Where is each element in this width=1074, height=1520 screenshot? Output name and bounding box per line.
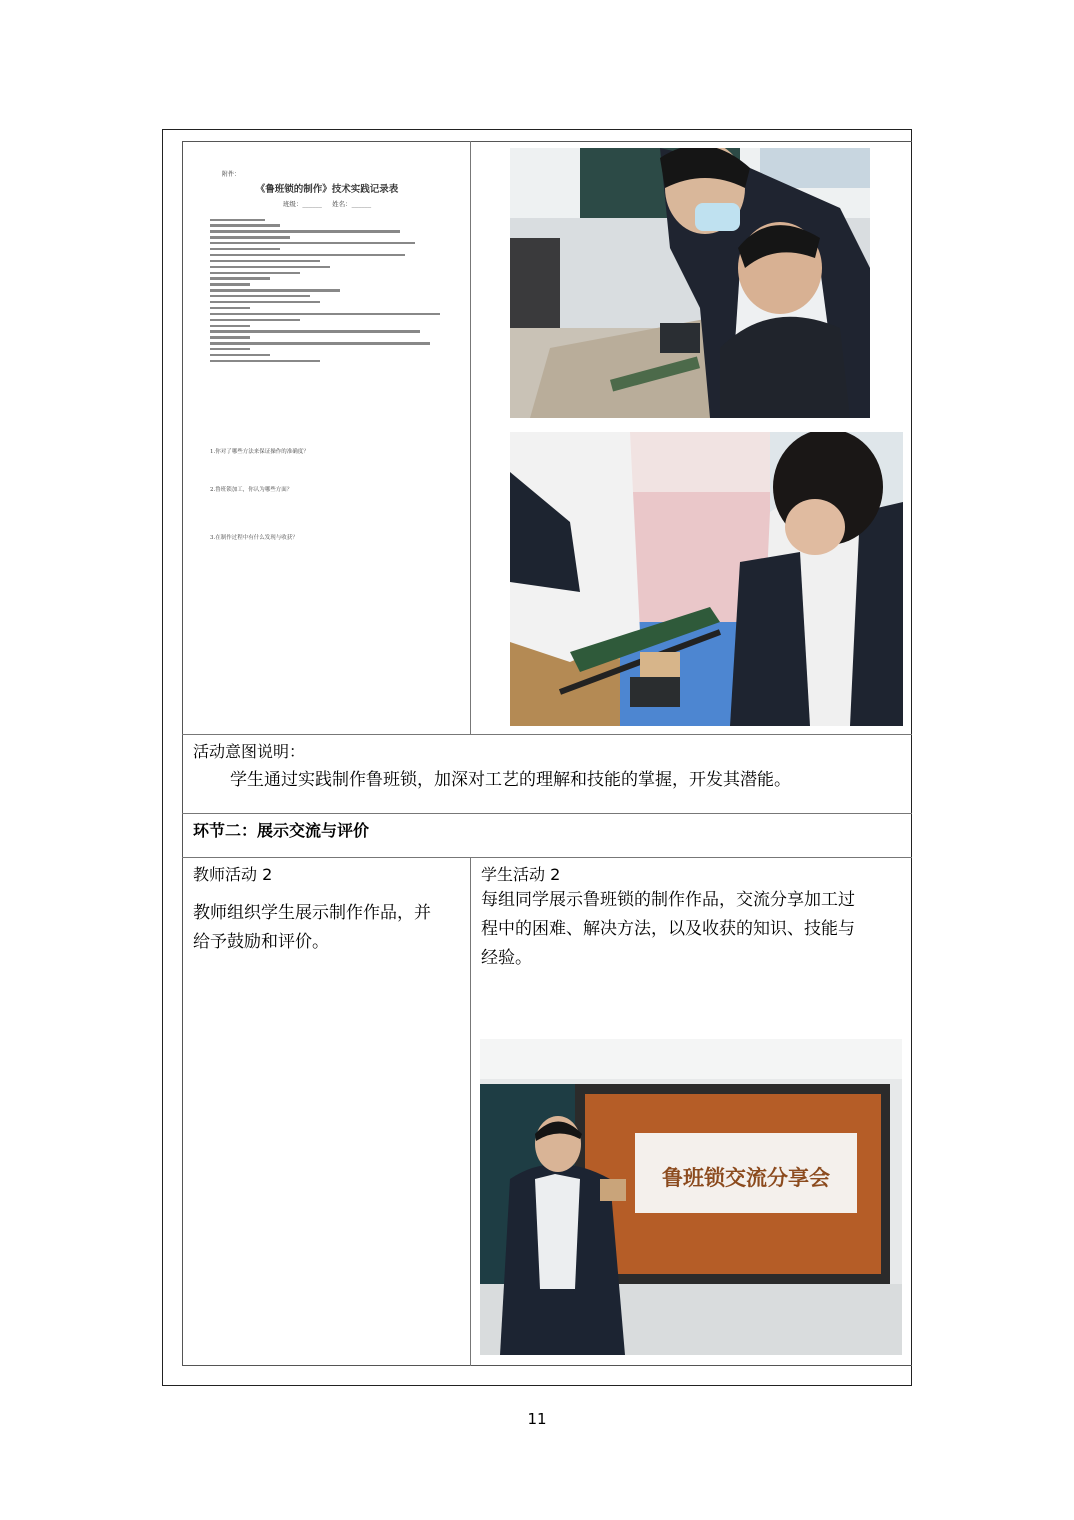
class-field: 班级：______ — [282, 200, 322, 208]
record-question-3: 3.在制作过程中有什么发现与收获？ — [210, 535, 298, 541]
student-activity-heading: 学生活动 2 — [481, 865, 561, 884]
row1-column-divider — [470, 141, 471, 734]
activity-intent-body: 学生通过实践制作鲁班锁，加深对工艺的理解和技能的掌握，开发其潜能。 — [230, 770, 791, 790]
name-field: 姓名：______ — [332, 200, 372, 208]
record-question-2: 2.鲁班锁加工，你认为哪些方面？ — [210, 487, 293, 493]
record-sheet-thumbnail — [196, 155, 458, 585]
teacher-activity-line-2: 给予鼓励和评价。 — [193, 932, 329, 952]
teacher-activity-heading: 教师活动 2 — [193, 865, 273, 884]
annex-label: 附件： — [222, 171, 241, 178]
record-sheet-title: 《鲁班锁的制作》技术实践记录表 — [255, 184, 399, 195]
row-divider-2 — [182, 813, 912, 814]
row4-column-divider — [470, 857, 471, 1366]
screen-title: 鲁班锁交流分享会 — [662, 1166, 830, 1190]
section-title: 环节二：展示交流与评价 — [193, 821, 370, 840]
student-activity-line-3: 经验。 — [481, 948, 532, 968]
photo-student-presenting — [480, 1039, 902, 1355]
record-sheet-fields — [196, 199, 458, 208]
student-activity-line-2: 程中的困难、解决方法，以及收获的知识、技能与 — [481, 919, 855, 939]
photo-student-sawing — [510, 432, 903, 726]
page-number: 11 — [527, 1410, 547, 1428]
record-sheet-body-lines — [210, 215, 445, 366]
record-question-1: 1.你对了哪些方法来保证操作的准确度？ — [210, 449, 309, 455]
row-divider-1 — [182, 734, 912, 735]
teacher-activity-line-1: 教师组织学生展示制作作品，并 — [193, 903, 431, 923]
row-divider-3 — [182, 857, 912, 858]
photo-teacher-guiding-student — [510, 148, 870, 418]
activity-intent-heading: 活动意图说明： — [193, 742, 306, 761]
student-activity-line-1: 每组同学展示鲁班锁的制作作品，交流分享加工过 — [481, 890, 855, 910]
